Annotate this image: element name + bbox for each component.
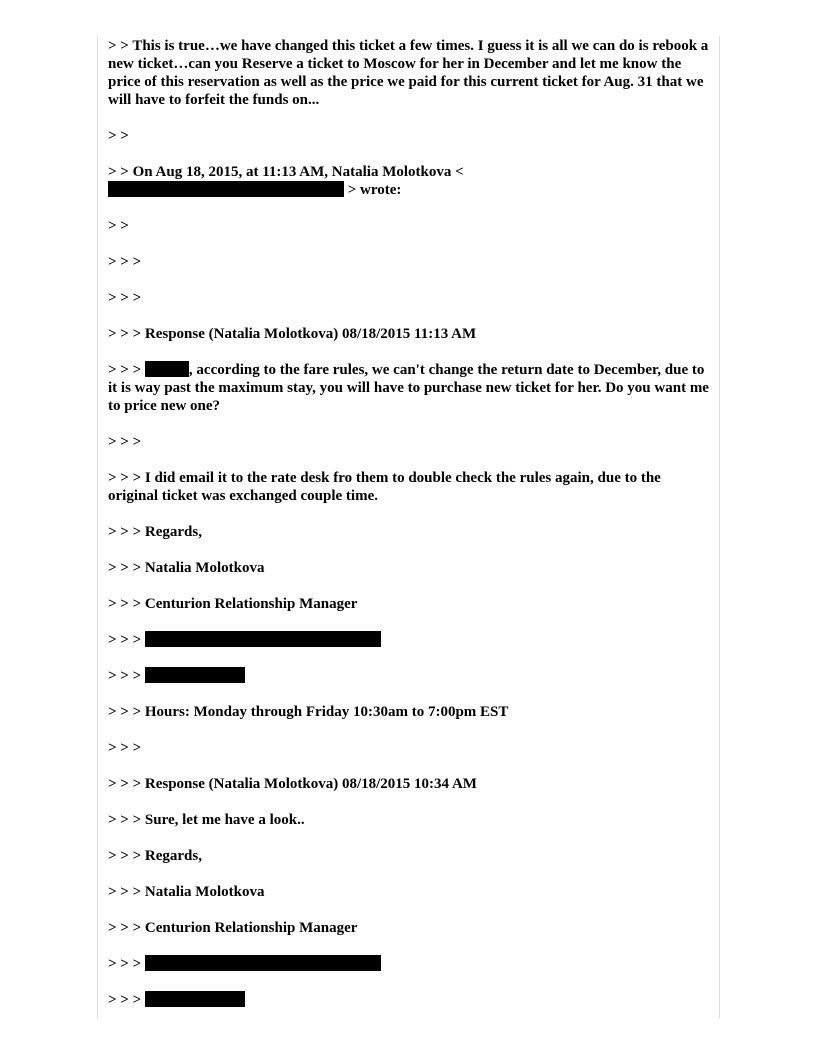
response-paragraph: > > > I did email it to the rate desk fro them to double check the rules again, due to the original ticket was exchanged couple time. [108,470,661,504]
signature-hours: > > > Hours: Monday through Friday 10:30am to 7:00pm EST [108,704,509,720]
quote-prefix: > > > [108,362,142,378]
response-body: , according to the fare rules, we can't change the return date to December, due to it is way past the maximum stay, you will have to purchase new ticket for her. Do you want me to price new one? [108,362,709,414]
signature-name: > > > Natalia Molotkova [108,560,265,576]
email-thread [108,37,712,1027]
redacted-phone [145,991,245,1007]
quote-header-text: > > On Aug 18, 2015, at 11:13 AM, Natalia Molotkova < [108,164,464,180]
redacted-phone [145,667,245,683]
signature-redacted-line [108,991,712,1009]
quote-line: > > > [108,434,142,450]
quote-prefix: > > > [108,668,142,684]
quote-header [108,163,712,199]
signature-title: > > > Centurion Relationship Manager [108,920,358,936]
response-paragraph [108,361,712,415]
signature-regards: > > > Regards, [108,848,202,864]
signature-redacted-line [108,631,712,649]
quote-line: > > [108,128,129,144]
response-paragraph: > > > Sure, let me have a look.. [108,812,305,828]
redacted-email-address [108,181,344,197]
signature-redacted-line [108,667,712,685]
quote-prefix: > > > [108,992,142,1008]
reply-paragraph: > > This is true…we have changed this ticket a few times. I guess it is all we can do is rebook a new ticket…can you Reserve a ticket to Moscow for her in December and let me know the price of this reservation as well as the price we paid for this current ticket for Aug. 31 that we will have to forfeit the funds on... [108,38,709,108]
signature-regards: > > > Regards, [108,524,202,540]
redacted-name [145,361,189,377]
quote-header-suffix: > wrote: [347,182,402,198]
redacted-email [145,955,381,971]
quote-prefix: > > > [108,956,142,972]
quote-line: > > > [108,740,142,756]
quote-line: > > [108,218,129,234]
redacted-email [145,631,381,647]
quote-line: > > > [108,254,142,270]
response-header: > > > Response (Natalia Molotkova) 08/18/2015 10:34 AM [108,776,477,792]
signature-redacted-line [108,955,712,973]
quote-prefix: > > > [108,632,142,648]
quote-line: > > > [108,290,142,306]
signature-title: > > > Centurion Relationship Manager [108,596,358,612]
response-header: > > > Response (Natalia Molotkova) 08/18/2015 11:13 AM [108,326,477,342]
signature-name: > > > Natalia Molotkova [108,884,265,900]
